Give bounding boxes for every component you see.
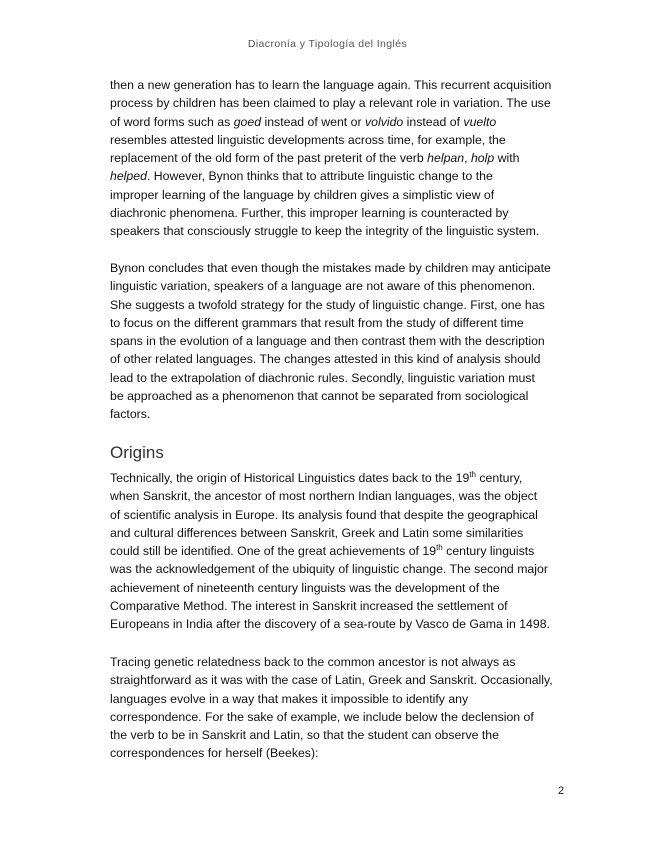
text-line: Tracing genetic relatedness back to the common ancestor is not always as [110, 655, 516, 669]
text-line: replacement of the old form of the past preterit of the verb helpan, holp with [110, 151, 520, 166]
text-line: and cultural differences between Sanskrit, Greek and Latin some similarities [110, 525, 524, 540]
ordinal-superscript: th [436, 543, 443, 553]
running-header: Diacronía y Tipología del Inglés [247, 38, 408, 50]
italic-term: holp [470, 151, 495, 166]
text-line: be approached as a phenomenon that cannot be separated from sociological [110, 389, 529, 404]
text-line: improper learning of the language by children gives a simplistic view of [110, 187, 495, 202]
text-line: Europeans in India after the discovery of a sea-route by Vasco de Gama in 1498. [110, 617, 550, 632]
text-line: was the acknowledgement of the ubiquity of linguistic change. The second major [110, 562, 548, 577]
text-line: of word forms such as goed instead of went or volvido instead of vuelto [110, 114, 497, 129]
paragraph-children-acquisition [110, 76, 565, 241]
text-line: the verb to be in Sanskrit and Latin, so that the student can observe the [110, 728, 499, 743]
text-line: of other related languages. The changes attested in this kind of analysis should [110, 352, 541, 367]
text-line: helped. However, Bynon thinks that to attribute linguistic change to the [110, 169, 493, 184]
italic-term: vuelto [463, 114, 497, 129]
text-line: Comparative Method. The interest in Sanskrit increased the settlement of [110, 599, 508, 614]
text-line: She suggests a twofold strategy for the study of linguistic change. First, one has [110, 297, 545, 312]
text-line: lead to the extrapolation of diachronic rules. Secondly, linguistic variation must [110, 370, 535, 385]
text-line: spans in the evolution of a language and then contrast them with the description [110, 334, 545, 349]
italic-term: goed [233, 114, 262, 129]
paragraph-bynon-conclusion [110, 259, 565, 424]
paragraph-genetic-relatedness [110, 653, 565, 763]
text-line: correspondences for herself (Beekes): [110, 746, 319, 761]
page-number: 2 [558, 785, 565, 797]
text-line: could still be identified. One of the great achievements of 19th century linguists [110, 543, 535, 559]
paragraph-origins [110, 469, 565, 634]
text-line: speakers that consciously struggle to keep the integrity of the linguistic system. [110, 224, 540, 239]
text-line: Bynon concludes that even though the mistakes made by children may anticipate [110, 261, 551, 275]
text-line: to focus on the different grammars that result from the study of different time [110, 315, 524, 330]
text-line: achievement of nineteenth century linguists was the development of the [110, 580, 500, 595]
text-line: of scientific analysis in Europe. Its analysis found that despite the geographical [110, 507, 538, 522]
ordinal-superscript: th [469, 469, 476, 479]
text-line: languages evolve in a way that makes it impossible to identify any [110, 691, 469, 706]
text-line: then a new generation has to learn the language again. This recurrent acquisition [110, 78, 552, 92]
text-line: diachronic phenomena. Further, this improper learning is counteracted by [110, 206, 509, 221]
text-line: process by children has been claimed to play a relevant role in variation. The use [110, 96, 551, 111]
text-line: correspondence. For the sake of example, we include below the declension of [110, 709, 534, 724]
italic-term: helped [110, 169, 147, 184]
text-line: linguistic variation, speakers of a language are not aware of this phenomenon. [110, 279, 536, 294]
italic-term: volvido [364, 114, 404, 129]
text-line: factors. [110, 407, 151, 422]
section-heading-origins: Origins [110, 443, 164, 462]
italic-term: helpan [427, 151, 465, 166]
text-line: Technically, the origin of Historical Linguistics dates back to the 19th century, [110, 469, 523, 485]
text-line: straightforward as it was with the case of Latin, Greek and Sanskrit. Occasionally, [110, 673, 553, 688]
text-line: when Sanskrit, the ancestor of most northern Indian languages, was the object [110, 489, 538, 504]
text-line: resembles attested linguistic developments across time, for example, the [110, 132, 506, 147]
